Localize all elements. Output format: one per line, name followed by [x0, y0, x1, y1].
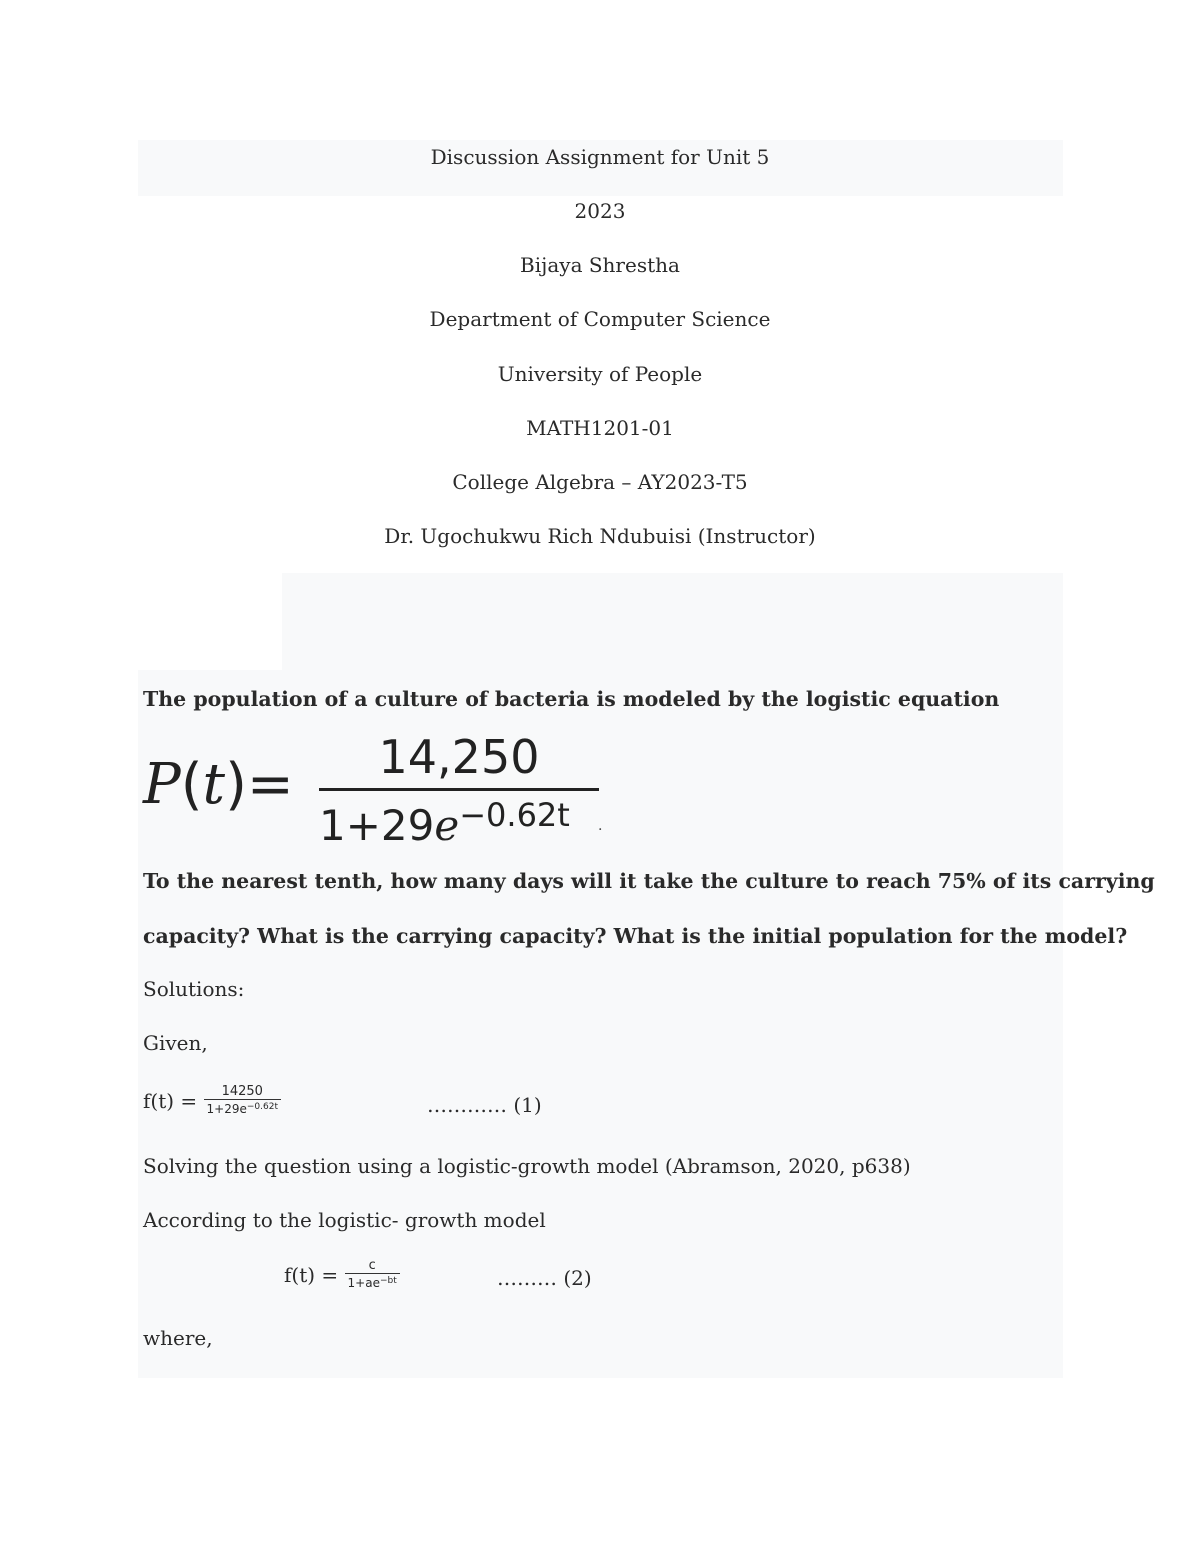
- course-name: College Algebra – AY2023-T5: [452, 470, 748, 494]
- course-code: MATH1201-01: [526, 416, 674, 440]
- department-name: Department of Computer Science: [429, 307, 771, 331]
- equation-lhs: P(t)=: [143, 752, 294, 817]
- university-name: University of People: [497, 362, 703, 386]
- given-label: Given,: [143, 1031, 208, 1055]
- equation-2-fraction: $\frac{c}{1+ae^{-bt}}$: [345, 1258, 400, 1291]
- equation-numerator: 14,250: [378, 730, 540, 784]
- equation-1-label: ………… (1): [427, 1093, 542, 1117]
- question-line-2: capacity? What is the carrying capacity? What is the initial population for the model?: [143, 924, 1128, 948]
- equation-2: f(t) = $\frac{c}{1+ae^{-bt}}$: [284, 1260, 400, 1293]
- equation-2-label: ……… (2): [497, 1266, 592, 1290]
- instructor-name: Dr. Ugochukwu Rich Ndubuisi (Instructor): [384, 524, 816, 548]
- author-name: Bijaya Shrestha: [520, 253, 680, 277]
- document-title: Discussion Assignment for Unit 5: [430, 145, 770, 169]
- document-year: 2023: [574, 199, 626, 223]
- logistic-equation: [143, 730, 613, 850]
- where-label: where,: [143, 1326, 213, 1350]
- method-text: Solving the question using a logistic-growth model (Abramson, 2020, p638): [143, 1154, 911, 1178]
- equation-1-fraction: $\frac{14250}{1+29e^{-0.62t}}$: [204, 1084, 281, 1117]
- question-intro: The population of a culture of bacteria is modeled by the logistic equation: [143, 687, 1000, 711]
- according-text: According to the logistic- growth model: [143, 1208, 546, 1232]
- equation-period: .: [598, 818, 603, 834]
- question-line-1: To the nearest tenth, how many days will it take the culture to reach 75% of its carrying: [143, 869, 1155, 893]
- equation-denominator: $1+29e^{-0.62t}$: [319, 796, 570, 850]
- solutions-heading: Solutions:: [143, 977, 245, 1001]
- equation-1: f(t) = $\frac{14250}{1+29e^{-0.62t}}$: [143, 1086, 281, 1119]
